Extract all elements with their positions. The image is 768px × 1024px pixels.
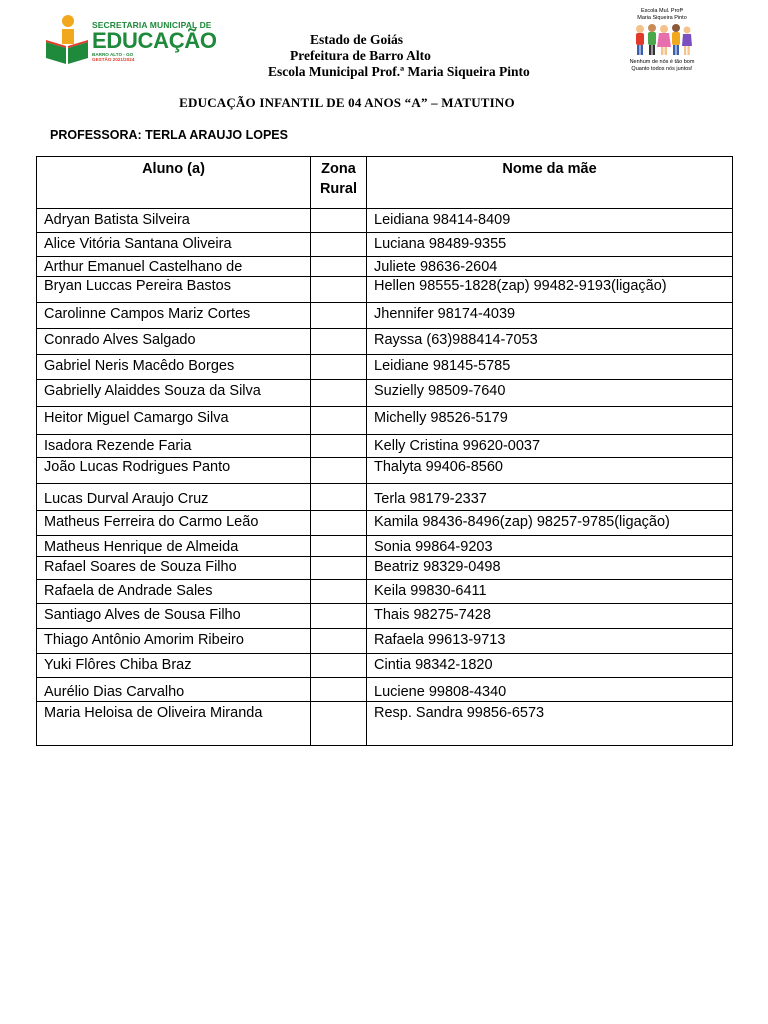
table-row [37,233,733,257]
zona-rural-cell [311,303,367,329]
student-name: Matheus Henrique de Almeida [37,536,311,557]
zona-rural-cell [311,257,367,277]
student-name: Adryan Batista Silveira [37,209,311,233]
table-row [37,303,733,329]
student-name: Gabrielly Alaiddes Souza da Silva [37,380,311,407]
zona-rural-cell [311,702,367,746]
column-header-zona-rural [311,157,367,209]
mother-contact: Kelly Cristina 99620-0037 [367,435,733,458]
zona-rural-cell [311,557,367,580]
school-motto-line1: Nenhum de nós é tão bom [629,59,695,65]
student-name: Rafael Soares de Souza Filho [37,557,311,580]
mother-contact: Luciana 98489-9355 [367,233,733,257]
school-name: Escola Municipal Prof.ª Maria Siqueira Pinto [268,64,530,79]
table-row [37,407,733,435]
school-motto-line2: Quanto todos nós juntos! [631,65,693,72]
zona-rural-cell [311,511,367,536]
table-row [37,435,733,458]
student-name: Rafaela de Andrade Sales [37,580,311,604]
secretaria-educacao-logo [44,14,217,68]
table-row [37,629,733,654]
zona-rural-cell [311,329,367,355]
education-logo-icon [44,14,90,66]
logo-gestao-text: GESTÃO 2021/2024 [92,57,135,62]
city-hall-name: Prefeitura de Barro Alto [290,48,431,63]
mother-contact: Leidiane 98145-5785 [367,355,733,380]
table-row [37,209,733,233]
student-name: Gabriel Neris Macêdo Borges [37,355,311,380]
mother-contact: Rayssa (63)988414-7053 [367,329,733,355]
zona-rural-cell [311,233,367,257]
mother-contact: Beatriz 98329-0498 [367,557,733,580]
zona-rural-cell [311,458,367,484]
table-row [37,536,733,557]
student-name: Isadora Rezende Faria [37,435,311,458]
zona-rural-cell [311,277,367,303]
table-row [37,380,733,407]
mother-contact: Keila 99830-6411 [367,580,733,604]
mother-contact: Leidiana 98414-8409 [367,209,733,233]
table-row [37,355,733,380]
mother-contact: Resp. Sandra 99856-6573 [367,702,733,746]
zona-rural-cell [311,380,367,407]
student-name: Carolinne Campos Mariz Cortes [37,303,311,329]
mother-contact: Luciene 99808-4340 [367,678,733,702]
children-illustration-icon [631,22,693,58]
state-name: Estado de Goiás [310,32,404,47]
zona-rural-cell [311,435,367,458]
zona-rural-cell [311,580,367,604]
student-name: Heitor Miguel Camargo Silva [37,407,311,435]
student-name: Maria Heloisa de Oliveira Miranda [37,702,311,746]
zona-rural-cell [311,678,367,702]
student-name: Conrado Alves Salgado [37,329,311,355]
table-row [37,604,733,629]
mother-contact: Thais 98275-7428 [367,604,733,629]
student-name: Yuki Flôres Chiba Braz [37,654,311,678]
mother-contact: Juliete 98636-2604 [367,257,733,277]
mother-contact: Sonia 99864-9203 [367,536,733,557]
mother-contact: Michelly 98526-5179 [367,407,733,435]
zona-rural-cell [311,355,367,380]
student-name: Bryan Luccas Pereira Bastos [37,277,311,303]
table-row [37,654,733,678]
zona-rural-cell [311,629,367,654]
teacher-name: PROFESSORA: TERLA ARAUJO LOPES [50,128,288,142]
mother-contact: Rafaela 99613-9713 [367,629,733,654]
table-row [37,277,733,303]
column-header-zona-line1: Zona [321,161,356,177]
student-roster-table [36,156,733,746]
student-name: Alice Vitória Santana Oliveira [37,233,311,257]
mother-contact: Terla 98179-2337 [367,484,733,511]
student-name: Santiago Alves de Sousa Filho [37,604,311,629]
table-row [37,678,733,702]
table-row [37,557,733,580]
school-logo [622,8,702,84]
school-logo-line1: Escola Mul. Profª [640,8,684,14]
school-logo-line2: Maria Siqueira Pinto [637,14,687,21]
table-row [37,257,733,277]
logo-educacao-text: EDUCAÇÃO [92,28,217,53]
table-row [37,702,733,746]
student-name: Aurélio Dias Carvalho [37,678,311,702]
table-row [37,329,733,355]
class-title: EDUCAÇÃO INFANTIL DE 04 ANOS “A” – MATUTINO [179,95,515,110]
mother-contact: Kamila 98436-8496(zap) 98257-9785(ligação) [367,511,733,536]
zona-rural-cell [311,604,367,629]
logo-city-text: BARRO ALTO - GO [92,52,134,57]
table-row [37,580,733,604]
mother-contact: Hellen 98555-1828(zap) 99482-9193(ligação) [367,277,733,303]
table-row [37,484,733,511]
zona-rural-cell [311,654,367,678]
zona-rural-cell [311,407,367,435]
mother-contact: Thalyta 99406-8560 [367,458,733,484]
table-header-row [37,157,733,209]
zona-rural-cell [311,536,367,557]
column-header-mae: Nome da mãe [367,157,733,209]
zona-rural-cell [311,484,367,511]
column-header-aluno: Aluno (a) [37,157,311,209]
student-name: Arthur Emanuel Castelhano de [37,257,311,277]
table-row [37,458,733,484]
student-name: Matheus Ferreira do Carmo Leão [37,511,311,536]
column-header-zona-line2: Rural [319,181,358,197]
logo-secretaria-text: SECRETARIA MUNICIPAL DE [92,20,212,30]
table-row [37,511,733,536]
student-name: Thiago Antônio Amorim Ribeiro [37,629,311,654]
zona-rural-cell [311,209,367,233]
student-name: Lucas Durval Araujo Cruz [37,484,311,511]
mother-contact: Cintia 98342-1820 [367,654,733,678]
mother-contact: Suzielly 98509-7640 [367,380,733,407]
student-name: João Lucas Rodrigues Panto [37,458,311,484]
mother-contact: Jhennifer 98174-4039 [367,303,733,329]
